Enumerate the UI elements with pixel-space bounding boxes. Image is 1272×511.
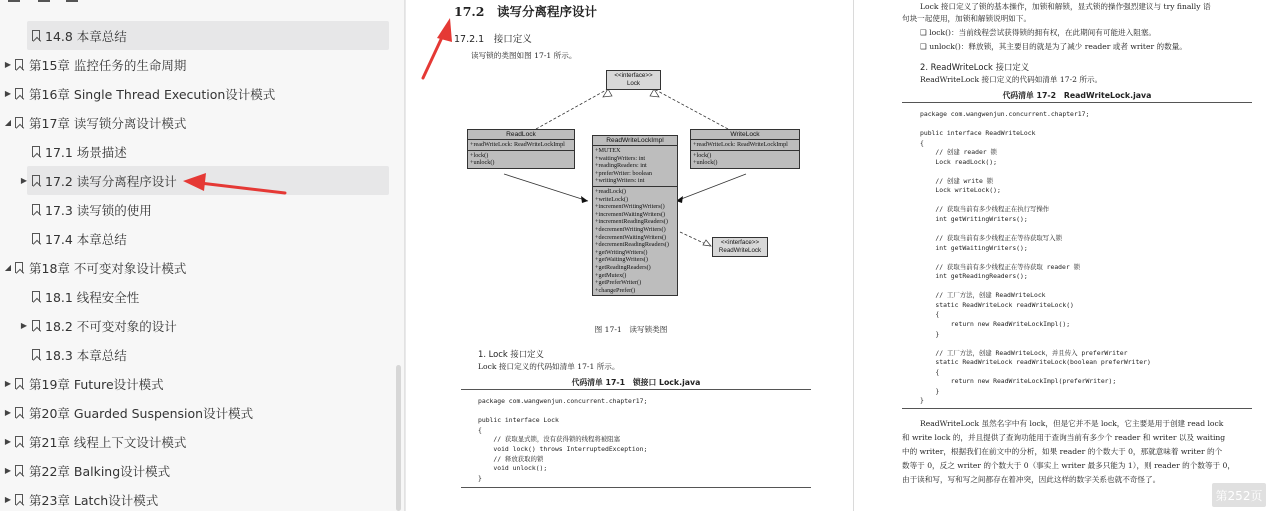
uml-member: +decrementReadingReaders() <box>595 241 669 249</box>
uml-member: +waitingWriters: int <box>595 154 646 162</box>
bookmark-icon <box>15 465 23 476</box>
uml-member: +getReadingReaders() <box>595 263 651 271</box>
toc-item-label: 17.1 场景描述 <box>45 144 127 160</box>
writelock-fields <box>691 140 799 151</box>
toc-item-label: 14.8 本章总结 <box>45 28 127 44</box>
toc-item-label: 17.4 本章总结 <box>45 231 127 247</box>
toc-item-label: 第19章 Future设计模式 <box>29 376 164 392</box>
chevron-right-icon[interactable]: ▶ <box>4 437 12 446</box>
writelock-name: WriteLock <box>691 130 799 140</box>
code2-bottom-rule <box>902 408 1252 409</box>
para-line-3: 中的 writer，根据我们在前文中的分析，如果 reader 的个数大于 0，那就意味着 writer 的个 <box>902 447 1223 456</box>
toc-item-label: 第17章 读写锁分离设计模式 <box>29 115 187 131</box>
subsection-title: 17.2.1 接口定义 <box>454 34 532 45</box>
chevron-right-icon[interactable]: ▶ <box>4 379 12 388</box>
toc-item-label: 17.2 读写分离程序设计 <box>45 173 177 189</box>
toc-item[interactable] <box>0 369 390 398</box>
toc-item[interactable] <box>0 340 390 369</box>
bookmark-icon <box>32 291 40 302</box>
sidebar-scrollbar[interactable] <box>396 365 401 511</box>
toc-item[interactable] <box>0 79 390 108</box>
para-line-1: ReadWriteLock 虽然名字中有 lock，但是它并不是 lock，它主要是用于创建 read lock <box>920 419 1224 428</box>
toc-item[interactable] <box>27 21 389 50</box>
chevron-right-icon[interactable]: ▶ <box>20 176 28 185</box>
toc-item-label: 第20章 Guarded Suspension设计模式 <box>29 405 254 421</box>
intro-text: 读写锁的类图如图 17-1 所示。 <box>471 51 577 60</box>
lock-stereotype: <<interface>> <box>614 72 653 79</box>
code1-title: 代码清单 17-1 锁接口 Lock.java <box>571 378 701 387</box>
toc-item[interactable] <box>20 166 389 195</box>
toc-icon[interactable] <box>8 0 20 2</box>
uml-member: +getWaitingWriters() <box>595 256 648 264</box>
rwl-name: ReadWriteLock <box>718 247 762 254</box>
figure-caption: 图 17-1 读写锁类图 <box>594 325 668 334</box>
toc-item[interactable] <box>0 108 390 137</box>
uml-member: +lock() <box>470 151 489 159</box>
chevron-right-icon[interactable]: ▶ <box>20 321 28 330</box>
code1-block: package com.wangwenjun.concurrent.chapter17; public interface Lock { // 获取显式锁，没有获得锁的线程将被阻塞 void lock() throws InterruptedException; // 释放获取的锁 void unlock(); } <box>478 397 648 482</box>
toc-item[interactable] <box>0 137 390 166</box>
toc-item[interactable] <box>0 253 390 282</box>
code1-bottom-rule <box>461 487 811 488</box>
bullet-lock: ❑ lock()：当前线程尝试获得锁的拥有权，在此期间有可能进入阻塞。 <box>920 28 1157 37</box>
toc-item[interactable] <box>0 50 390 79</box>
toc-item-label: 第21章 线程上下文设计模式 <box>29 434 187 450</box>
code1-top-rule <box>461 389 811 390</box>
chevron-right-icon[interactable]: ▶ <box>4 466 12 475</box>
chevron-right-icon[interactable]: ▶ <box>4 495 12 504</box>
uml-member: +MUTEX <box>595 147 621 154</box>
bookmark-icon <box>15 262 23 273</box>
para-line-2: 和 write lock 的，并且提供了查询功能用于查询当前有多少个 reader 和 writer 以及 waiting <box>902 433 1226 442</box>
impl-name: ReadWriteLockImpl <box>593 136 677 146</box>
toc-item[interactable] <box>0 282 390 311</box>
bookmark-icon <box>15 59 23 70</box>
para-line-5: 由于读和写，写和写之间都存在着冲突，因此这样的数字关系也就不奇怪了。 <box>902 475 1161 484</box>
bookmark-icon <box>32 204 40 215</box>
toc-item-label: 18.2 不可变对象的设计 <box>45 318 177 334</box>
bullet-unlock: ❑ unlock()：释放锁，其主要目的就是为了减少 reader 或者 writer 的数量。 <box>920 42 1187 51</box>
bookmark-icon[interactable] <box>38 0 50 2</box>
toc-item[interactable] <box>0 485 390 511</box>
uml-member: +preferWriter: boolean <box>595 169 653 177</box>
bookmark-icon <box>15 494 23 505</box>
bookmark-icon <box>32 233 40 244</box>
toc-item-label: 第18章 不可变对象设计模式 <box>29 260 187 276</box>
right-intro-1: Lock 接口定义了锁的基本操作，加锁和解锁，显式锁的操作强烈建议与 try finally 语 <box>920 2 1211 11</box>
uml-member: +readWriteLock: ReadWriteLockImpl <box>693 141 788 148</box>
right-page <box>853 0 1272 511</box>
toc-item[interactable] <box>0 311 390 340</box>
toc-item-label: 第16章 Single Thread Execution设计模式 <box>29 86 276 102</box>
uml-member: +incrementWritingWriters() <box>595 203 665 211</box>
right-intro-2: 句块一起使用，加锁和解锁说明如下。 <box>902 14 1032 23</box>
page-number-badge: 第252页 <box>1212 483 1266 507</box>
writelock-class <box>690 129 800 169</box>
readwritelock-interface <box>712 237 768 257</box>
readwritelock-heading: 2. ReadWriteLock 接口定义 <box>920 62 1030 72</box>
para-line-4: 数等于 0，反之 writer 的个数大于 0（事实上 writer 最多只能为 1），则 reader 的个数等于 0， <box>902 461 1235 470</box>
code2-title: 代码清单 17-2 ReadWriteLock.java <box>1002 91 1152 100</box>
lock-interface-heading: 1. Lock 接口定义 <box>478 349 544 359</box>
section-title: 17.2 读写分离程序设计 <box>454 4 597 19</box>
uml-member: +unlock() <box>470 159 495 167</box>
bookmark-icon <box>32 320 40 331</box>
readlock-methods <box>468 151 574 168</box>
readwritelockimpl-class <box>592 135 678 296</box>
uml-member: +getMutex() <box>595 271 627 279</box>
bookmark-icon <box>15 436 23 447</box>
bookmark-icon <box>15 407 23 418</box>
toc-item-label: 18.3 本章总结 <box>45 347 127 363</box>
left-page <box>416 0 848 511</box>
lock-interface-text: Lock 接口定义的代码如清单 17-1 所示。 <box>478 362 620 371</box>
impl-fields <box>593 146 677 187</box>
uml-member: +writingWriters: int <box>595 177 645 185</box>
bookmark-icon <box>15 117 23 128</box>
lock-name: Lock <box>626 80 641 87</box>
bookmark-icon <box>32 30 40 41</box>
uml-member: +getPreferWriter() <box>595 279 642 287</box>
toc-item-label: 第15章 监控任务的生命周期 <box>29 57 187 73</box>
toc-item-label: 17.3 读写锁的使用 <box>45 202 152 218</box>
readlock-name: ReadLock <box>468 130 574 140</box>
sidebar-toolbar <box>0 0 404 8</box>
rwl-stereotype: <<interface>> <box>720 239 760 246</box>
document-viewer <box>406 0 1272 511</box>
chevron-down-icon[interactable]: ◢ <box>4 263 12 272</box>
toc-item-label: 18.1 线程安全性 <box>45 289 140 305</box>
toc-item[interactable] <box>0 427 390 456</box>
uml-member: +incrementReadingReaders() <box>595 218 668 226</box>
bookmark-icon <box>32 349 40 360</box>
notes-icon[interactable] <box>66 0 78 2</box>
bookmark-icon <box>15 378 23 389</box>
readwritelock-text: ReadWriteLock 接口定义的代码如清单 17-2 所示。 <box>920 75 1103 84</box>
chevron-right-icon[interactable]: ▶ <box>4 60 12 69</box>
impl-methods <box>593 187 677 295</box>
writelock-methods <box>691 151 799 168</box>
lock-interface <box>606 70 661 90</box>
uml-member: +readingReaders: int <box>595 162 647 170</box>
bookmark-icon <box>32 146 40 157</box>
toc-item-label: 第23章 Latch设计模式 <box>29 492 159 508</box>
chevron-right-icon[interactable]: ▶ <box>4 89 12 98</box>
uml-member: +writeLock() <box>595 195 629 203</box>
toc-item-label: 第22章 Balking设计模式 <box>29 463 171 479</box>
code2-top-rule <box>902 102 1252 103</box>
uml-member: +decrementWritingWriters() <box>595 225 666 233</box>
uml-member: +readWriteLock: ReadWriteLockImpl <box>470 141 565 148</box>
code2-block: package com.wangwenjun.concurrent.chapter17; public interface ReadWriteLock { // 创建 reader 锁 Lock readLock(); // 创建 write 锁 Lock writeLock(); // 获取当前有多少线程正在执行写操作 int getWritingWriters(); // 获取当前有多少线程正在等待获取写入锁 int getWaitingWriters(); // 获取当前有多少线程正在等待获取 reader 锁 int getReadingReaders(); // 工厂方法，创建 ReadWriteLock static ReadWriteLock readWriteLock() { return new ReadWriteLockImpl(); } // 工厂方法，创建 ReadWriteLock，并且传入 preferWriter static ReadWriteLock readWriteLock(boolean preferWriter) { return new ReadWriteLockImpl(preferWriter); } } <box>920 110 1151 405</box>
readlock-class <box>467 129 575 169</box>
toc-sidebar <box>0 0 405 511</box>
uml-member: +changePrefer() <box>595 286 636 294</box>
toc-item[interactable] <box>0 224 390 253</box>
bookmark-icon <box>15 88 23 99</box>
chevron-right-icon[interactable]: ▶ <box>4 408 12 417</box>
toc-item[interactable] <box>0 456 390 485</box>
uml-member: +unlock() <box>693 159 718 167</box>
uml-member: +lock() <box>693 151 712 159</box>
readlock-fields <box>468 140 574 151</box>
uml-member: +readLock() <box>595 187 626 195</box>
uml-member: +decrementWaitingWriters() <box>595 233 667 241</box>
toc-item[interactable] <box>0 398 390 427</box>
toc-item[interactable] <box>0 195 390 224</box>
uml-member: +getWritingWriters() <box>595 248 648 256</box>
bookmark-icon <box>32 175 40 186</box>
uml-member: +incrementWaitingWriters() <box>595 210 666 218</box>
chevron-down-icon[interactable]: ◢ <box>4 118 12 127</box>
